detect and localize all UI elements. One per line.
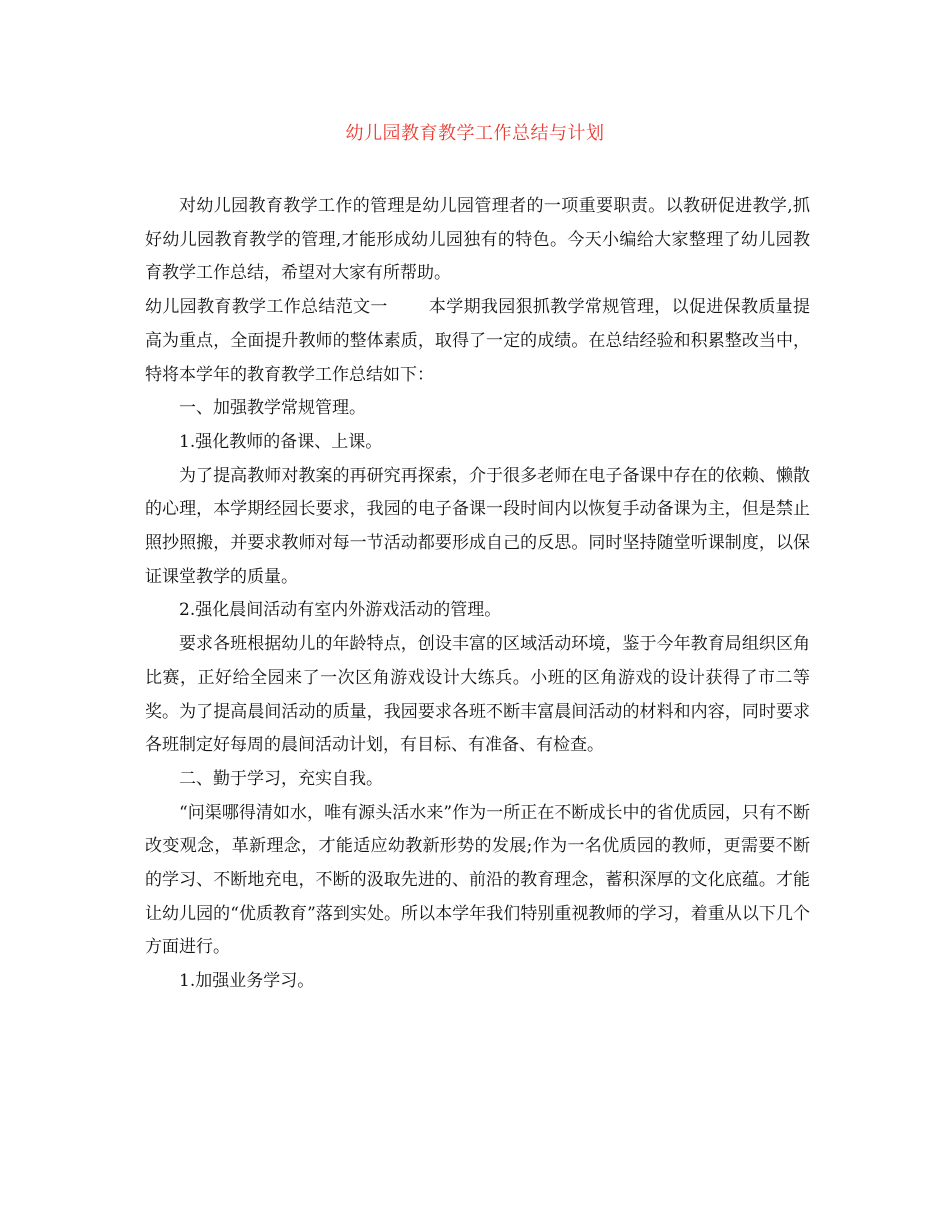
item-body-paragraph: 为了提高教师对教案的再研究再探索，介于很多老师在电子备课中存在的依赖、懒散的心理，本学期经园长要求，我园的电子备课一段时间内以恢复手动备课为主，但是禁止照抄照搬，并要求教师对每一节活动都要形成自己的反思。同时坚持随堂听课制度，以保证课堂教学的质量。: [145, 465, 810, 587]
section-heading: 二、勤于学习，充实自我。: [179, 768, 383, 789]
item-body-paragraph: 要求各班根据幼儿的年龄特点，创设丰富的区域活动环境，鉴于今年教育局组织区角比赛，正好给全园来了一次区角游戏设计大练兵。小班的区角游戏的设计获得了市二等奖。为了提高晨间活动的质量，我园要求各班不断丰富晨间活动的材料和内容，同时要求各班制定好每周的晨间活动计划，有目标、有准备、有检查。: [145, 634, 810, 756]
item-heading: 1.加强业务学习。: [179, 971, 315, 992]
item-heading: 2.强化晨间活动有室内外游戏活动的管理。: [179, 600, 502, 621]
item-heading: 1.强化教师的备课、上课。: [179, 431, 383, 452]
sample-paragraph: [145, 291, 810, 392]
sample-heading: 幼儿园教育教学工作总结范文一: [145, 297, 388, 318]
section-body-paragraph: “问渠哪得清如水，唯有源头活水来”作为一所正在不断成长中的省优质园，只有不断改变观念，革新理念，才能适应幼教新形势的发展;作为一名优质园的教师，更需要不断的学习、不断地充电，不断的汲取先进的、前沿的教育理念，蓄积深厚的文化底蕴。才能让幼儿园的“优质教育”落到实处。所以本学年我们特别重视教师的学习，着重从以下几个方面进行。: [145, 802, 810, 958]
document-title: 幼儿园教育教学工作总结与计划: [345, 123, 605, 144]
sample-intro: 本学期我园狠抓教学常规管理，以促进保教质量提高为重点，全面提升教师的整体素质，取得了一定的成绩。在总结经验和积累整改当中，特将本学年的教育教学工作总结如下：: [145, 297, 811, 385]
document-body: [145, 190, 810, 999]
section-heading: 一、加强教学常规管理。: [179, 398, 366, 419]
intro-paragraph: 对幼儿园教育教学工作的管理是幼儿园管理者的一项重要职责。以教研促进教学,抓好幼儿园教育教学的管理,才能形成幼儿园独有的特色。今天小编给大家整理了幼儿园教育教学工作总结，希望对大家有所帮助。: [145, 196, 810, 284]
